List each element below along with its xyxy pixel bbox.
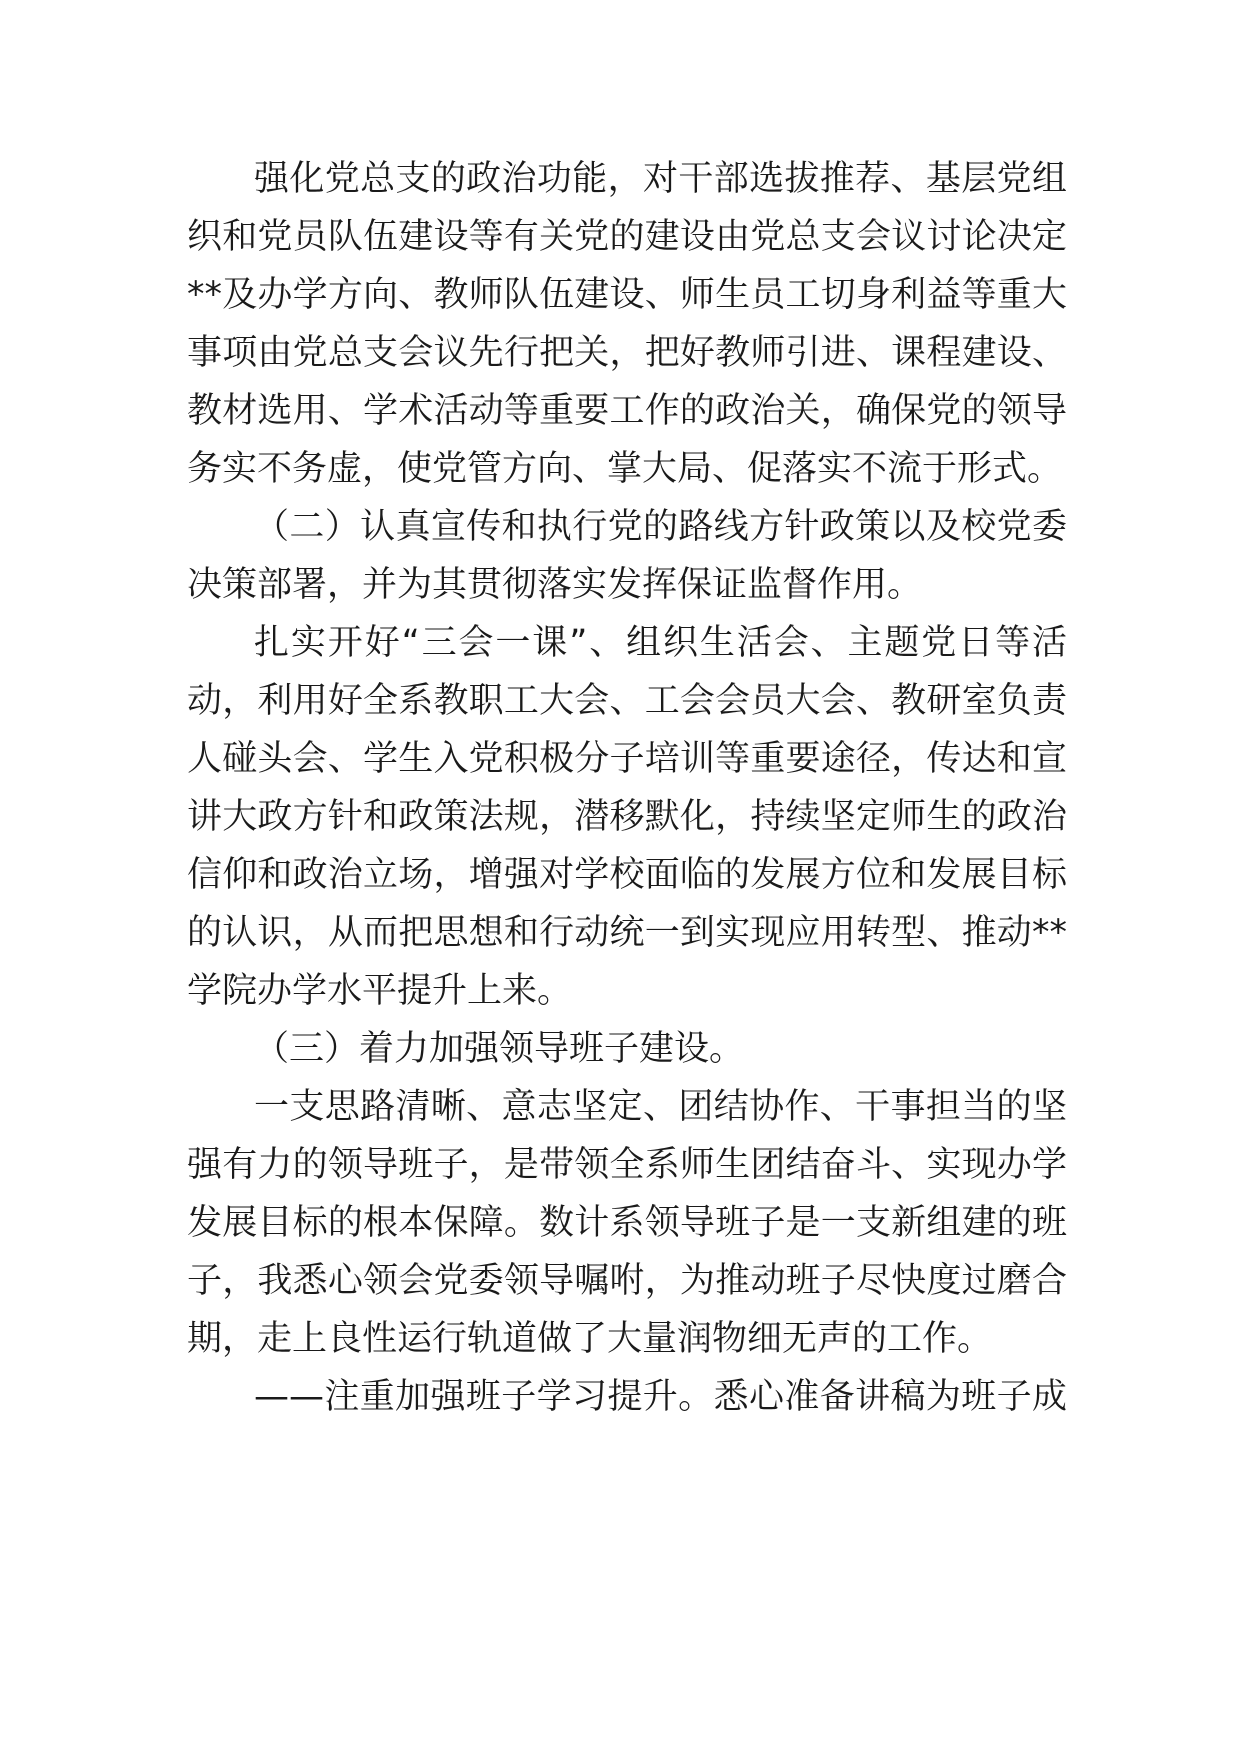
text-line: 期，走上良性运行轨道做了大量润物细无声的工作。 — [187, 1319, 993, 1359]
text-line: 一支思路清晰、意志坚定、团结协作、干事担当的坚 — [254, 1087, 1067, 1127]
text-line: 子，我悉心领会党委领导嘱咐，为推动班子尽快度过磨合 — [187, 1261, 1067, 1301]
text-line: 务实不务虚，使党管方向、掌大局、促落实不流于形式。 — [187, 449, 1063, 489]
text-line: 教材选用、学术活动等重要工作的政治关，确保党的领导 — [187, 391, 1067, 431]
text-line: ——注重加强班子学习提升。悉心准备讲稿为班子成 — [254, 1377, 1067, 1417]
text-line: 发展目标的根本保障。数计系领导班子是一支新组建的班 — [187, 1203, 1067, 1243]
text-line: 学院办学水平提升上来。 — [187, 971, 573, 1011]
text-line: 织和党员队伍建设等有关党的建设由党总支会议讨论决定 — [187, 217, 1067, 257]
text-line: 人碰头会、学生入党积极分子培训等重要途径，传达和宣 — [187, 739, 1067, 779]
text-line: 强有力的领导班子，是带领全系师生团结奋斗、实现办学 — [187, 1145, 1067, 1185]
text-line: 扎实开好“三会一课”、组织生活会、主题党日等活 — [254, 623, 1067, 663]
text-line: **及办学方向、教师队伍建设、师生员工切身利益等重大 — [187, 275, 1067, 315]
text-line: 强化党总支的政治功能，对干部选拔推荐、基层党组 — [254, 159, 1067, 199]
section-heading: （二）认真宣传和执行党的路线方针政策以及校党委 — [254, 507, 1067, 547]
text-line: 事项由党总支会议先行把关，把好教师引进、课程建设、 — [187, 333, 1067, 373]
text-line: 动，利用好全系教职工大会、工会会员大会、教研室负责 — [187, 681, 1067, 721]
text-line: 的认识，从而把思想和行动统一到实现应用转型、推动** — [187, 913, 1067, 953]
section-heading: （三）着力加强领导班子建设。 — [254, 1029, 745, 1069]
text-line: 信仰和政治立场，增强对学校面临的发展方位和发展目标 — [187, 855, 1067, 895]
section-heading-continuation: 决策部署，并为其贯彻落实发挥保证监督作用。 — [187, 565, 923, 605]
text-line: 讲大政方针和政策法规，潜移默化，持续坚定师生的政治 — [187, 797, 1067, 837]
